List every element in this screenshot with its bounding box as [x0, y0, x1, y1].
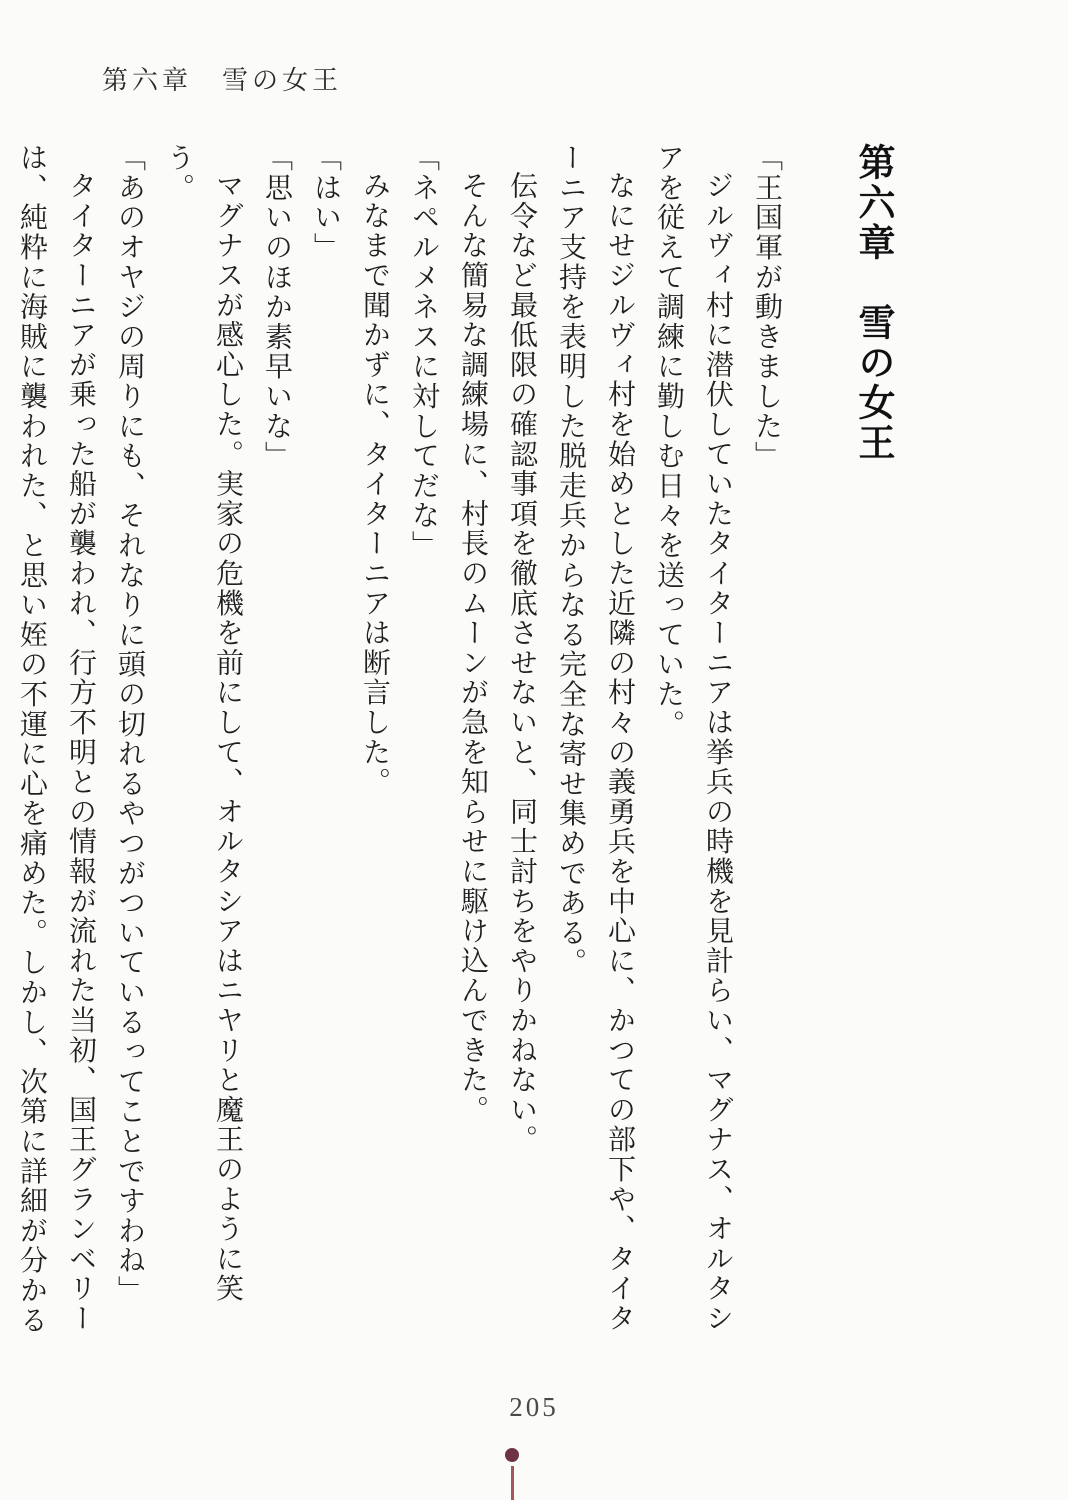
text-line: ジルヴィ村に潜伏していたタイターニアは挙兵の時機を見計らい、マグナス、オルタシ — [702, 171, 733, 1334]
bookmark-dot-icon — [505, 1448, 519, 1462]
text-line: は、純粋に海賊に襲われた、と思い姪の不運に心を痛めた。しかし、次第に詳細が分かる — [16, 143, 47, 1335]
page-number: 205 — [509, 1392, 559, 1422]
chapter-title: 第六章 雪の女王 — [852, 143, 893, 463]
text-line: タイターニアが乗った船が襲われ、行方不明との情報が流れた当初、国王グランベリー — [65, 171, 96, 1334]
text-line: そんな簡易な調練場に、村長のムーンが急を知らせに駆け込んできた。 — [457, 171, 488, 1125]
text-line: マグナスが感心した。実家の危機を前にして、オルタシアはニヤリと魔王のように笑う。 — [163, 143, 243, 1304]
text-line: 「王国軍が動きました」 — [751, 143, 782, 471]
text-line: みなまで聞かずに、タイターニアは断言した。 — [359, 171, 390, 797]
text-line: ーニア支持を表明した脱走兵からなる完全な寄せ集めである。 — [555, 143, 586, 978]
bookmark-line-icon — [511, 1466, 514, 1500]
page-content — [7, 143, 903, 1338]
text-line: 伝令など最低限の確認事項を徹底させないと、同士討ちをやりかねない。 — [506, 171, 537, 1155]
text-line: 「あのオヤジの周りにも、それなりに頭の切れるやつがついているってことですわね」 — [114, 143, 145, 1306]
text-line: アを従えて調練に勤しむ日々を送っていた。 — [653, 143, 684, 739]
running-header: 第六章 雪の女王 — [102, 66, 343, 95]
text-line: なにせジルヴィ村を始めとした近隣の村々の義勇兵を中心に、かつての部下や、タイタ — [604, 171, 635, 1334]
text-line: 「思いのほか素早いな」 — [261, 143, 292, 471]
text-line: 「はい」 — [310, 143, 341, 263]
text-line: 「ネペルメネスに対してだな」 — [408, 143, 439, 561]
